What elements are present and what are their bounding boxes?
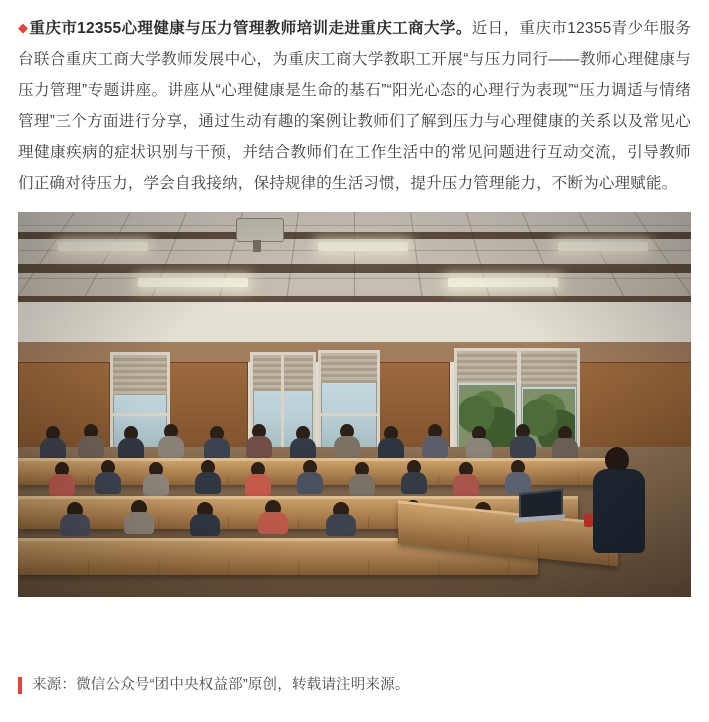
attendee bbox=[94, 460, 122, 496]
ceiling-light bbox=[138, 278, 248, 287]
attendee bbox=[244, 462, 272, 498]
attendee bbox=[142, 462, 170, 498]
attendee bbox=[452, 462, 480, 498]
article-headline: 重庆市12355心理健康与压力管理教师培训走进重庆工商大学。 bbox=[29, 20, 472, 37]
ceiling-light bbox=[448, 278, 558, 287]
attendee bbox=[258, 500, 288, 540]
window-mullion bbox=[113, 413, 167, 416]
photo-scene bbox=[18, 212, 691, 597]
attendee bbox=[124, 500, 154, 540]
laptop bbox=[519, 491, 563, 521]
source-text: 来源：微信公众号“团中央权益部”原创，转载请注明来源。 bbox=[32, 677, 410, 693]
article-paragraph: 近日，重庆市12355青少年服务台联合重庆工商大学教师发展中心，为重庆工商大学教职工开展“与压力同行——教师心理健康与压力管理”专题讲座。讲座从“心理健康是生命的基石”“阳光心态的心理行为表现”“压力调适与情绪管理”三个方面进行分享，通过生动有趣的案例让教师们了解到压力与心理健康的关系以及常见心理健康疾病的症状识别与干预，并结合教师们在工作生活中的常见问题进行互动交流，引导教师们正确对待压力，学会自我接纳，保持规律的生活习惯，提升压力管理能力，不断为心理赋能。 bbox=[18, 20, 691, 192]
attendee bbox=[326, 502, 356, 542]
ceiling-beam bbox=[18, 264, 691, 273]
source-accent-bar bbox=[18, 677, 22, 694]
attendee bbox=[378, 426, 404, 460]
attendee bbox=[290, 426, 316, 460]
source-note bbox=[18, 656, 691, 714]
attendee bbox=[422, 424, 448, 458]
attendee bbox=[118, 426, 144, 460]
ceiling-light bbox=[318, 242, 408, 251]
attendee bbox=[334, 424, 360, 458]
ceiling bbox=[18, 212, 691, 306]
window-blind bbox=[113, 355, 167, 395]
attendee bbox=[194, 460, 222, 496]
window-blind bbox=[321, 353, 377, 383]
attendee bbox=[296, 460, 324, 496]
attendee bbox=[348, 462, 376, 498]
attendee bbox=[158, 424, 184, 458]
attendee bbox=[78, 424, 104, 458]
attendee bbox=[510, 424, 536, 458]
article-body bbox=[18, 0, 691, 199]
ceiling-light bbox=[558, 242, 648, 251]
window-blind bbox=[521, 351, 577, 387]
attendee bbox=[204, 426, 230, 460]
lecture-photo bbox=[18, 212, 691, 597]
attendee bbox=[40, 426, 66, 460]
attendee bbox=[246, 424, 272, 458]
attendee bbox=[48, 462, 76, 498]
red-cup bbox=[584, 514, 593, 527]
ceiling-light bbox=[58, 242, 148, 251]
ceiling-beam bbox=[18, 232, 691, 239]
window-mullion bbox=[321, 413, 377, 416]
projector-icon bbox=[236, 218, 284, 242]
attendee bbox=[190, 502, 220, 542]
speaker-presenter bbox=[593, 447, 645, 551]
window-mullion bbox=[281, 355, 284, 459]
window-blind bbox=[457, 351, 517, 383]
speaker-body bbox=[593, 469, 645, 553]
attendee bbox=[552, 426, 578, 460]
attendee bbox=[60, 502, 90, 542]
lead-marker-icon: ◆ bbox=[18, 20, 29, 35]
attendee bbox=[400, 460, 428, 496]
attendee bbox=[466, 426, 492, 460]
